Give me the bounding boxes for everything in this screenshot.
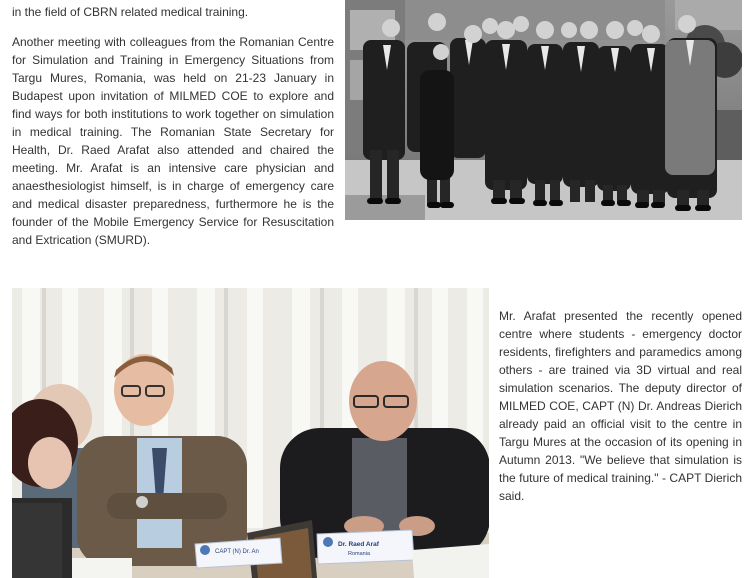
arafat-paragraph: Mr. Arafat presented the recently opened centre where students - emergency doctor residents, firefighters and paramedics among others - are trained via 3D virtual and real simulation scenarios. The deputy director of MILMED COE, CAPT (N) Dr. Andreas Dierich already paid an official visit to the centre in Targu Mures at the occasion of its opening in Autumn 2013. "We believe that simulation is the future of medical training." - CAPT Dierich said.: [499, 309, 742, 503]
meeting-photo: [12, 288, 489, 578]
meeting-paragraph: Another meeting with colleagues from the Romanian Centre for Simulation and Training in Emergency Situations from Targu Mures, Romania, was held on 21-23 January in Budapest upon invitation of MILMED COE to explore and find ways for both institutions to work together on simulation in medical training. The Romanian State Secretary for Health, Dr. Raed Arafat also attended and chaired the meeting. Mr. Arafat is an intensive care physician and anaesthesiologist himself, is in charge of emergency care and medical disaster preparedness, furthermore he is the founder of the Mobile Emergency Service for Resuscitation and Extrication (SMURD).: [12, 35, 334, 247]
intro-paragraph-tail: in the field of CBRN related medical training.: [12, 5, 249, 19]
name-card-right-country: Romania: [348, 551, 371, 557]
name-card-left: CAPT (N) Dr. An: [215, 549, 259, 555]
name-card-right-name: Dr. Raed Araf: [338, 541, 379, 548]
group-photo: [345, 0, 742, 220]
